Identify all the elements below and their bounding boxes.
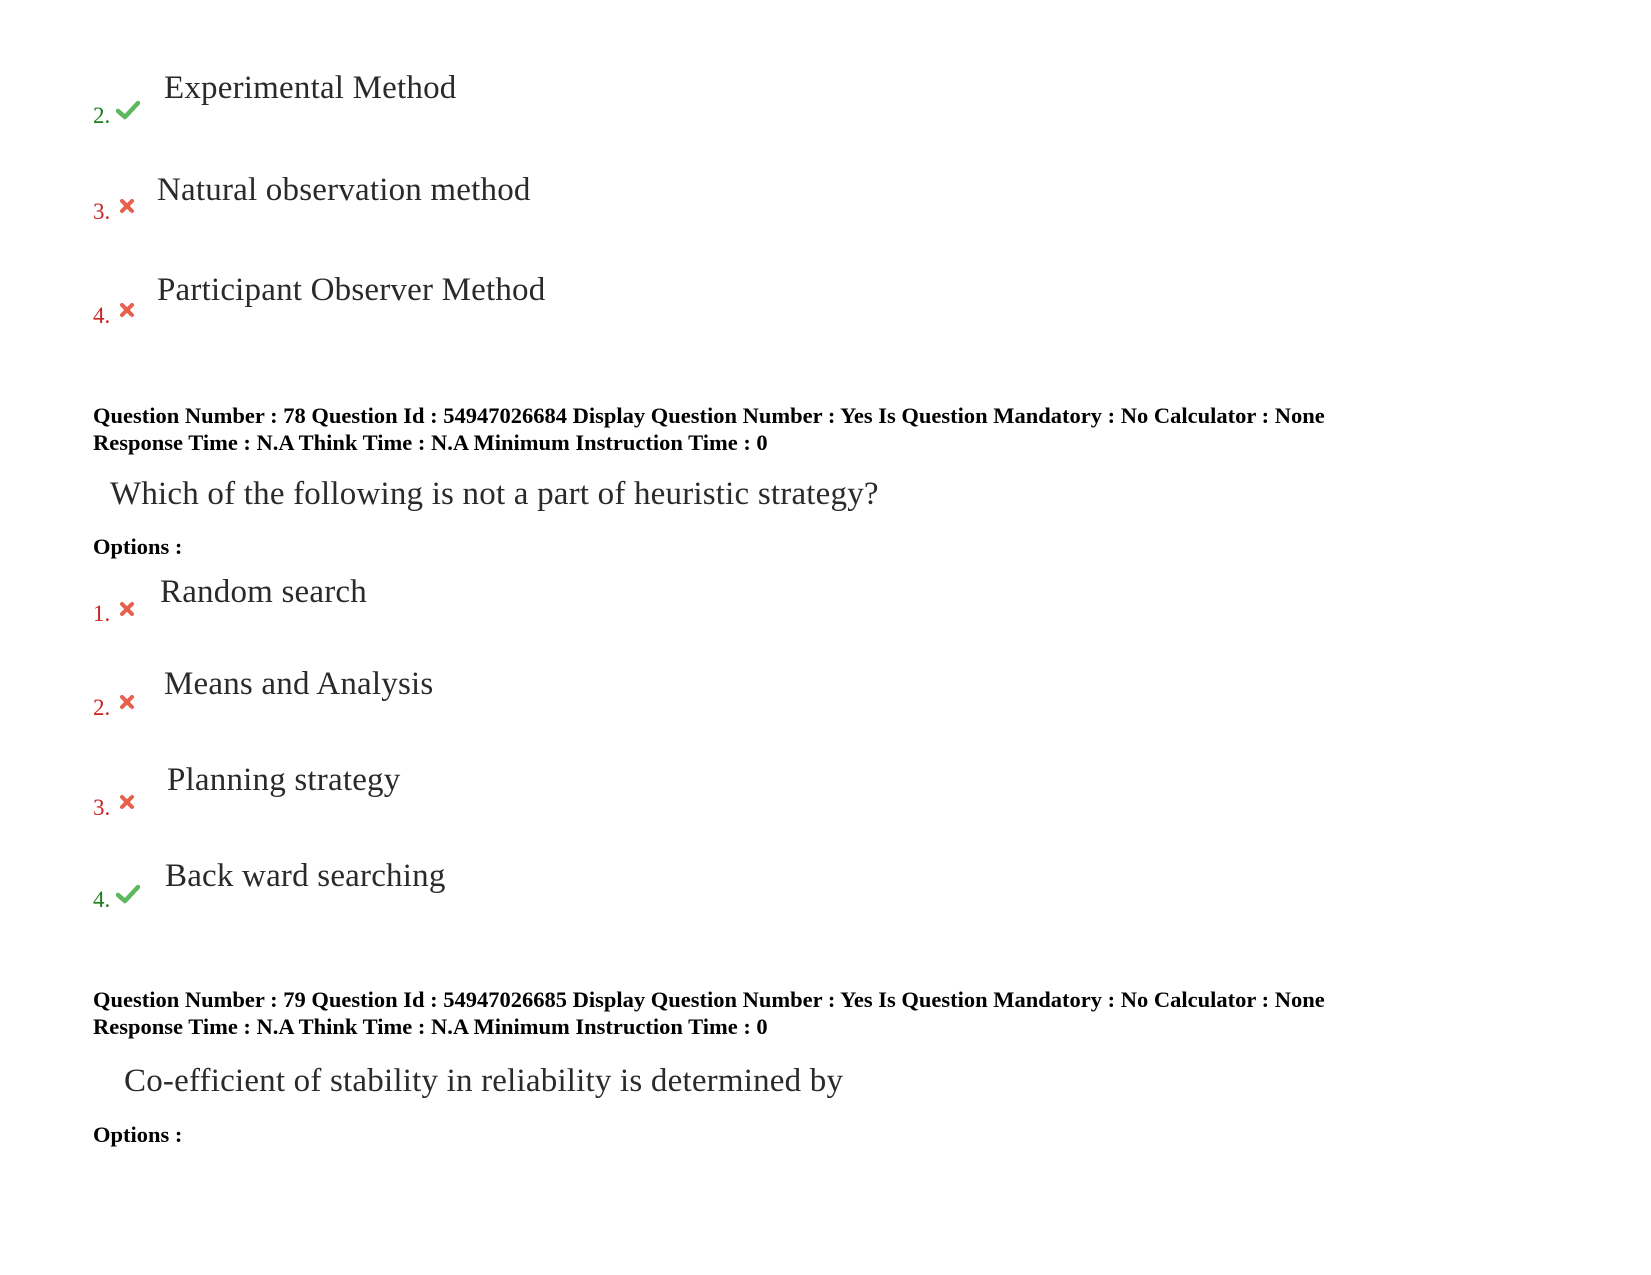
cross-icon [119, 794, 135, 810]
option-number: 4. [93, 887, 111, 912]
cross-icon [119, 302, 135, 318]
option-number: 2. [93, 103, 111, 128]
question-meta-line-2: Response Time : N.A Think Time : N.A Minimum Instruction Time : 0 [93, 1014, 768, 1039]
cross-icon [119, 198, 135, 214]
option-text: Participant Observer Method [157, 272, 546, 308]
check-icon [116, 884, 140, 904]
option-text: Experimental Method [164, 70, 457, 106]
option-text: Planning strategy [167, 762, 401, 798]
options-label: Options : [93, 534, 183, 559]
option-text: Random search [160, 574, 367, 610]
option-text: Means and Analysis [164, 666, 434, 702]
options-label: Options : [93, 1122, 183, 1147]
option-text: Natural observation method [157, 172, 531, 208]
question-meta-line-2: Response Time : N.A Think Time : N.A Minimum Instruction Time : 0 [93, 430, 768, 455]
question-meta-line-1: Question Number : 78 Question Id : 54947026684 Display Question Number : Yes Is Question Mandatory : No Calculator : None [93, 403, 1325, 428]
option-text: Back ward searching [165, 858, 446, 894]
option-number: 3. [93, 199, 111, 224]
cross-icon [119, 694, 135, 710]
option-number: 3. [93, 795, 111, 820]
question-text: Co-efficient of stability in reliability is determined by [124, 1063, 844, 1099]
option-number: 2. [93, 695, 111, 720]
option-number: 1. [93, 601, 111, 626]
check-icon [116, 100, 140, 120]
question-text: Which of the following is not a part of heuristic strategy? [110, 476, 879, 512]
question-meta-line-1: Question Number : 79 Question Id : 54947026685 Display Question Number : Yes Is Question Mandatory : No Calculator : None [93, 987, 1325, 1012]
cross-icon [119, 601, 135, 617]
option-number: 4. [93, 303, 111, 328]
